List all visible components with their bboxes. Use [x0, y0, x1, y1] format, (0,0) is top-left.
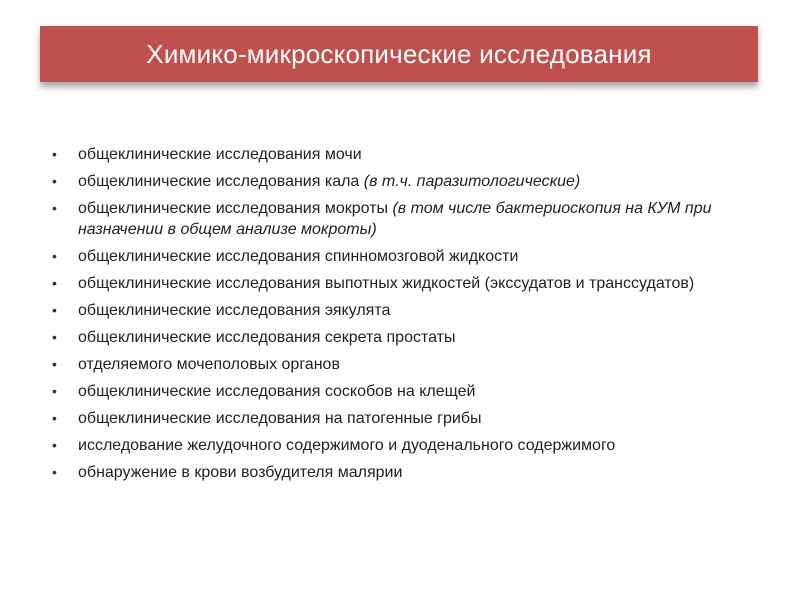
- list-item-text: общеклинические исследования мокроты: [78, 200, 393, 217]
- list-item-text: общеклинические исследования секрета простаты: [78, 329, 456, 346]
- list-item: [52, 144, 752, 165]
- list-item-text: исследование желудочного содержимого и дуоденального содержимого: [78, 437, 616, 454]
- bullet-icon: •: [52, 173, 57, 189]
- bullet-icon: •: [52, 275, 57, 291]
- list-item-text: общеклинические исследования спинномозговой жидкости: [78, 248, 519, 265]
- list-item: [52, 327, 752, 348]
- list-item: [52, 198, 752, 240]
- list-item: [52, 381, 752, 402]
- list-item-text: отделяемого мочеполовых органов: [78, 356, 340, 373]
- list-item-text: обнаружение в крови возбудителя малярии: [78, 464, 403, 481]
- bullet-icon: •: [52, 248, 57, 264]
- bullet-icon: •: [52, 146, 57, 162]
- list-item: [52, 246, 752, 267]
- bullet-icon: •: [52, 383, 57, 399]
- list-item: [52, 171, 752, 192]
- bullet-list: [52, 144, 752, 489]
- list-item: [52, 354, 752, 375]
- list-item-text: общеклинические исследования эякулята: [78, 302, 391, 319]
- bullet-icon: •: [52, 464, 57, 480]
- list-item-note: (в т.ч. паразитологические): [363, 173, 581, 190]
- bullet-icon: •: [52, 410, 57, 426]
- list-item-text: общеклинические исследования соскобов на клещей: [78, 383, 476, 400]
- list-item-note: (в том числе бактериоскопия на КУМ при назначении в общем анализе мокроты): [78, 200, 712, 238]
- list-item-text: общеклинические исследования на патогенные грибы: [78, 410, 482, 427]
- bullet-icon: •: [52, 302, 57, 318]
- bullet-icon: •: [52, 437, 57, 453]
- bullet-icon: •: [52, 356, 57, 372]
- list-item-text: общеклинические исследования мочи: [78, 146, 362, 163]
- list-item: [52, 408, 752, 429]
- list-item: [52, 435, 752, 456]
- title-banner: [40, 26, 758, 82]
- bullet-icon: •: [52, 329, 57, 345]
- list-item: [52, 273, 752, 294]
- bullet-icon: •: [52, 200, 57, 216]
- slide-title: Химико-микроскопические исследования: [146, 38, 652, 69]
- list-item: [52, 462, 752, 483]
- list-item: [52, 300, 752, 321]
- list-item-text: общеклинические исследования кала: [78, 173, 364, 190]
- list-item-text: общеклинические исследования выпотных жидкостей (экссудатов и транссудатов): [78, 275, 695, 292]
